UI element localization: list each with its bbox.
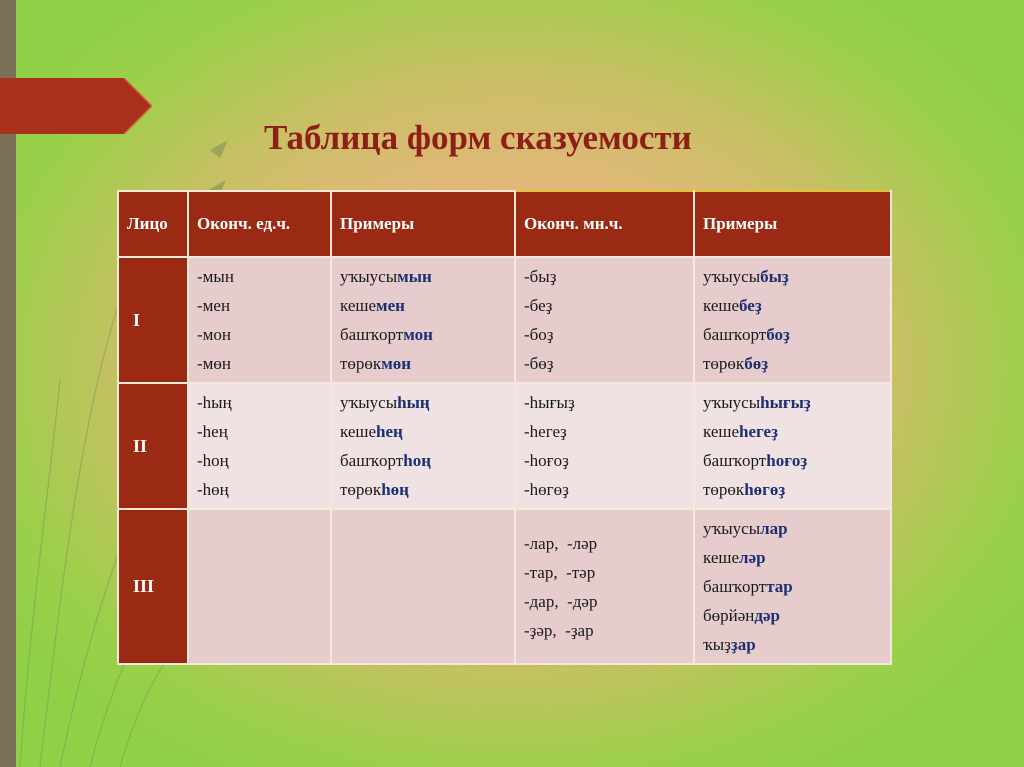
examples-plural-cell xyxy=(694,257,891,383)
header-ending-plural: Оконч. мн.ч. xyxy=(515,191,694,257)
example-item: башҡортмон xyxy=(340,325,433,344)
title-ribbon xyxy=(0,78,152,134)
table-row xyxy=(118,509,891,664)
example-item: бөрйәндәр xyxy=(703,606,780,625)
ending-item: -һоң xyxy=(197,451,229,470)
example-item: төрөкһөгөҙ xyxy=(703,480,786,499)
ending-item: -һегеҙ xyxy=(524,422,567,441)
ending-item: -бөҙ xyxy=(524,354,554,373)
header-row xyxy=(118,191,891,257)
examples-singular-cell xyxy=(331,509,515,664)
example-item: уҡыусыһың xyxy=(340,393,430,412)
header-person: Лицо xyxy=(118,191,188,257)
examples-singular-cell xyxy=(331,383,515,509)
header-examples-plural: Примеры xyxy=(694,191,891,257)
example-item: башҡортһоғоҙ xyxy=(703,451,808,470)
example-item: уҡыусымын xyxy=(340,267,432,286)
example-item: төрөкмөн xyxy=(340,354,412,373)
table-row xyxy=(118,383,891,509)
example-item: төрөкһөң xyxy=(340,480,409,499)
ending-item: -тар, -тәр xyxy=(524,562,596,582)
ending-item: -быҙ xyxy=(524,267,557,286)
ending-item: -ҙәр, -ҙар xyxy=(524,620,594,640)
ending-item: -мен xyxy=(197,296,231,315)
ending-item: -мын xyxy=(197,267,234,286)
ending-singular-cell xyxy=(188,383,331,509)
ending-singular-cell xyxy=(188,257,331,383)
person-cell: III xyxy=(118,509,188,664)
person-cell: II xyxy=(118,383,188,509)
example-item: төрөкбөҙ xyxy=(703,354,769,373)
ending-item: -һөгөҙ xyxy=(524,480,569,499)
example-item: уҡыусыбыҙ xyxy=(703,267,789,286)
examples-plural-cell xyxy=(694,383,891,509)
page-title: Таблица форм сказуемости xyxy=(264,118,692,157)
table-row xyxy=(118,257,891,383)
example-item: кешебеҙ xyxy=(703,296,762,315)
ending-item: -һөң xyxy=(197,480,229,499)
ending-item: -дар, -дәр xyxy=(524,591,598,611)
example-item: башҡорттар xyxy=(703,577,793,596)
ending-plural-cell xyxy=(515,257,694,383)
example-item: ҡыҙҙар xyxy=(703,635,756,654)
ending-item: -лар, -ләр xyxy=(524,533,598,553)
example-item: уҡыусылар xyxy=(703,519,788,538)
example-item: кешеләр xyxy=(703,548,766,567)
ending-item: -һың xyxy=(197,393,232,412)
header-examples-singular: Примеры xyxy=(331,191,515,257)
ending-plural-cell xyxy=(515,383,694,509)
ending-singular-cell xyxy=(188,509,331,664)
example-item: башҡортбоҙ xyxy=(703,325,790,344)
ending-item: -һығыҙ xyxy=(524,393,575,412)
ending-item: -мөн xyxy=(197,354,232,373)
example-item: кешеһең xyxy=(340,422,403,441)
examples-singular-cell xyxy=(331,257,515,383)
ending-item: -һоғоҙ xyxy=(524,451,569,470)
example-item: уҡыусыһығыҙ xyxy=(703,393,811,412)
ending-plural-cell xyxy=(515,509,694,664)
ending-item: -боҙ xyxy=(524,325,554,344)
ending-item: -мон xyxy=(197,325,232,344)
ending-item: -беҙ xyxy=(524,296,553,315)
ending-item: -һең xyxy=(197,422,228,441)
example-item: кешеһегеҙ xyxy=(703,422,778,441)
examples-plural-cell xyxy=(694,509,891,664)
example-item: башҡортһоң xyxy=(340,451,431,470)
predicate-forms-table xyxy=(117,190,892,665)
header-ending-singular: Оконч. ед.ч. xyxy=(188,191,331,257)
person-cell: I xyxy=(118,257,188,383)
example-item: кешемен xyxy=(340,296,405,315)
